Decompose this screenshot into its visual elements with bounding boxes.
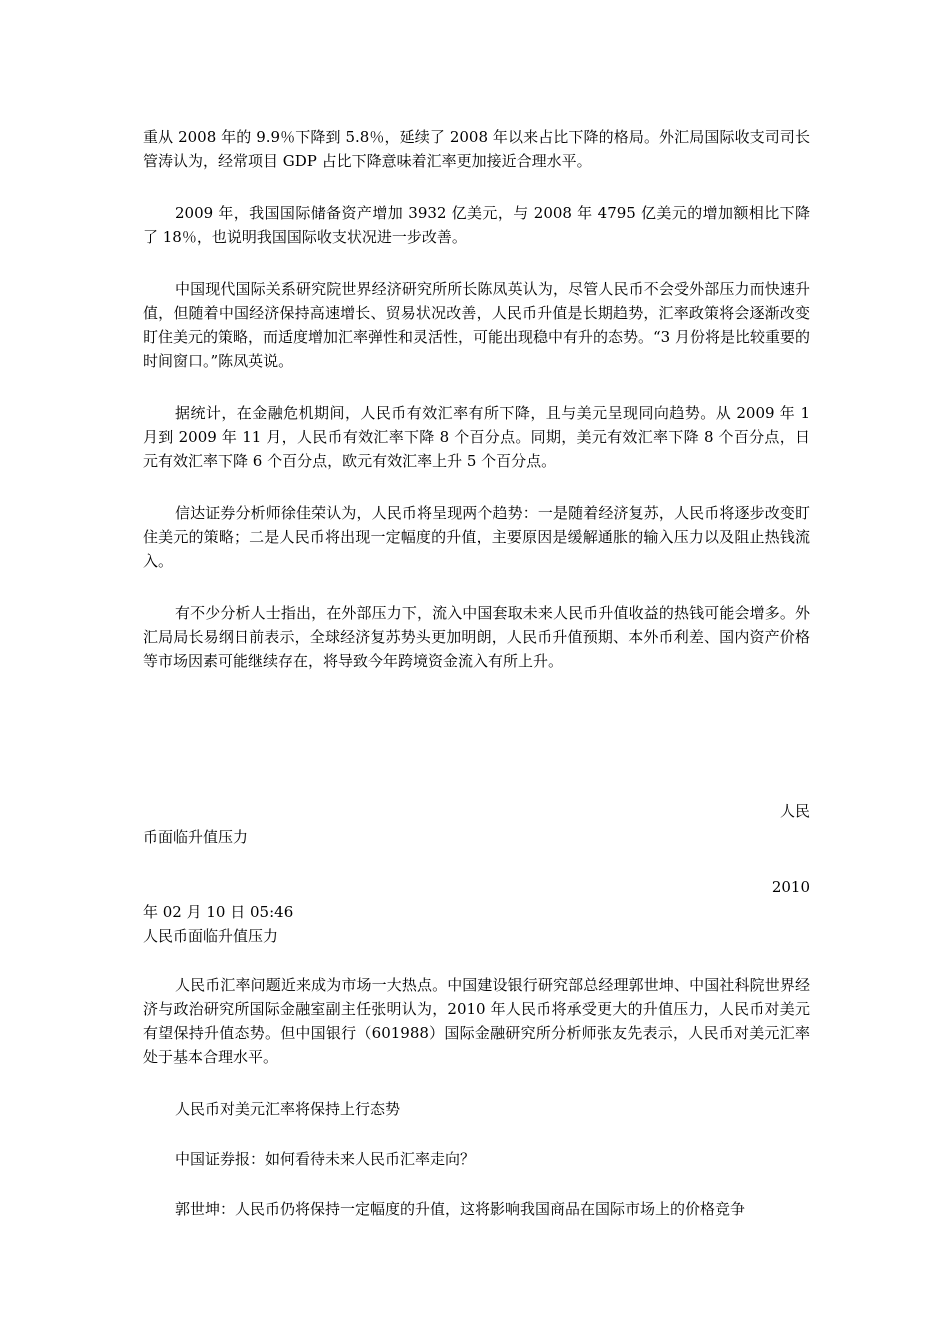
- interview-answer: 郭世坤：人民币仍将保持一定幅度的升值，这将影响我国商品在国际市场上的价格竞争: [175, 1200, 746, 1218]
- article-title-part1: 人民: [779, 802, 810, 820]
- paragraph-hot-money: 有不少分析人士指出，在外部压力下，流入中国套取未来人民币升值收益的热钱可能会增多。外汇局局长易纲日前表示，全球经济复苏势头更加明朗，人民币升值预期、本外币利差、国内资产价格等市场因素可能继续存在，将导致今年跨境资金流入有所上升。: [143, 604, 810, 670]
- article-title-part2: 币面临升值压力: [143, 828, 249, 846]
- paragraph-statistics: 据统计，在金融危机期间，人民币有效汇率有所下降，且与美元呈现同向趋势。从 2009 年 1 月到 2009 年 11 月，人民币有效汇率下降 8 个百分点。同期，美元有效汇率下降 8 个百分点，日元有效汇率下降 6 个百分点，欧元有效汇率上升 5 个百分点。: [143, 404, 810, 470]
- paragraph-reserves: 2009 年，我国国际储备资产增加 3932 亿美元，与 2008 年 4795 亿美元的增加额相比下降了 18％，也说明我国国际收支状况进一步改善。: [143, 204, 810, 246]
- article-date-part2: 年 02 月 10 日 05:46: [143, 903, 294, 921]
- paragraph-xu-jiarong: 信达证券分析师徐佳荣认为，人民币将呈现两个趋势：一是随着经济复苏，人民币将逐步改变盯住美元的策略；二是人民币将出现一定幅度的升值，主要原因是缓解通胀的输入压力以及阻止热钱流入。: [143, 504, 810, 570]
- section-heading: 人民币对美元汇率将保持上行态势: [175, 1100, 401, 1118]
- paragraph-continuation: 重从 2008 年的 9.9％下降到 5.8％，延续了 2008 年以来占比下降的格局。外汇局国际收支司司长管涛认为，经常项目 GDP 占比下降意味着汇率更加接近合理水平。: [143, 128, 810, 170]
- paragraph-chen-fengying: 中国现代国际关系研究院世界经济研究所所长陈凤英认为，尽管人民币不会受外部压力而快速升值，但随着中国经济保持高速增长、贸易状况改善，人民币升值是长期趋势，汇率政策将会逐渐改变盯住美元的策略，而适度增加汇率弹性和灵活性，可能出现稳中有升的态势。“3 月份将是比较重要的时间窗口。”陈凤英说。: [143, 280, 810, 370]
- interview-question: 中国证券报：如何看待未来人民币汇率走向？: [175, 1150, 476, 1168]
- paragraph-intro: 人民币汇率问题近来成为市场一大热点。中国建设银行研究部总经理郭世坤、中国社科院世界经济与政治研究所国际金融室副主任张明认为，2010 年人民币将承受更大的升值压力，人民币对美元有望保持升值态势。但中国银行（601988）国际金融研究所分析师张友先表示，人民币对美元汇率处于基本合理水平。: [143, 976, 810, 1066]
- article-date-part1: 2010: [771, 878, 810, 896]
- article-subtitle: 人民币面临升值压力: [143, 927, 279, 945]
